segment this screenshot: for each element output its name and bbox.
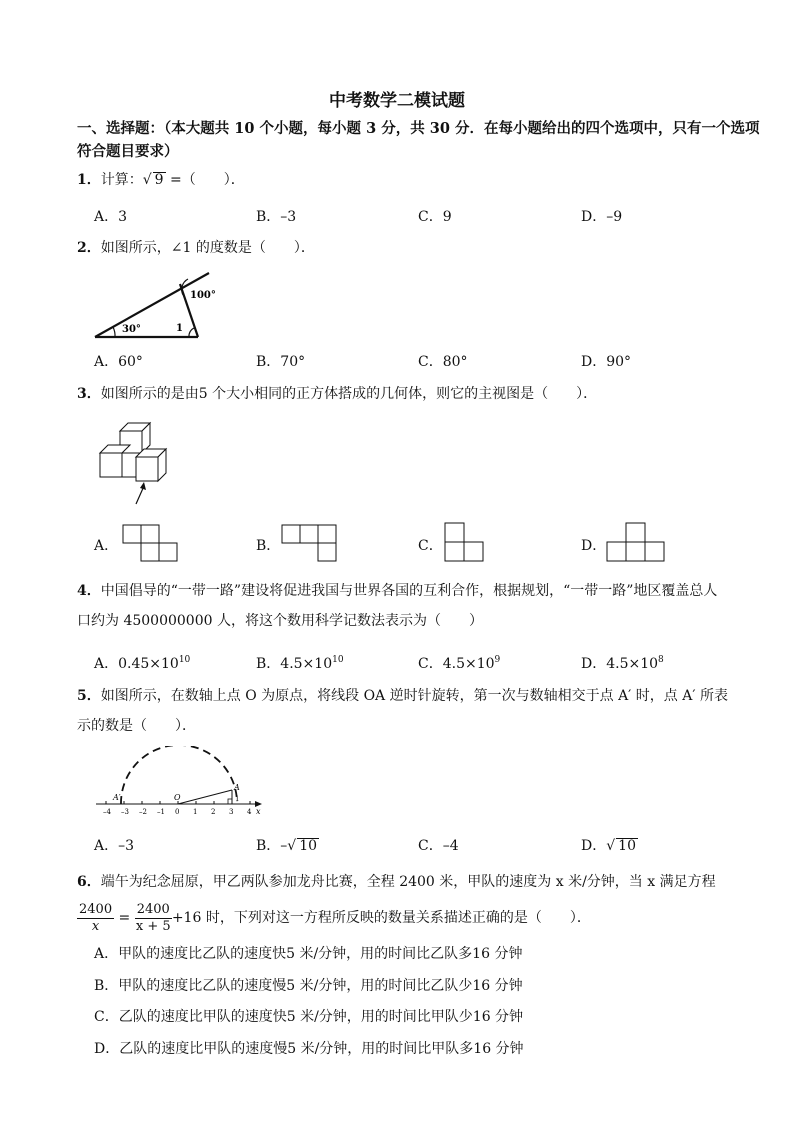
page-title: 中考数学二模试题 — [329, 91, 465, 111]
question-text: 如图所示的是由5 个大小相同的正方体搭成的几何体，则它的主视图是（ ）． — [100, 386, 598, 402]
equation-line — [77, 899, 767, 937]
option-b: B． — [256, 538, 281, 554]
option-d-figure — [606, 522, 668, 564]
question-number: 5． — [77, 688, 101, 704]
equals-sign: = — [118, 910, 131, 926]
option-a: A．甲队的速度比乙队的速度快5 米/分钟，用的时间比乙队多16 分钟 — [94, 946, 523, 962]
sqrt-symbol: √ — [287, 838, 297, 854]
option-a-text: A．0.45×10 — [94, 656, 179, 672]
option-c-figure — [444, 522, 488, 564]
option-b — [256, 836, 319, 856]
question-text: 计算： — [100, 172, 143, 188]
label-o: O — [174, 793, 181, 802]
option-a: A． — [94, 538, 119, 554]
question-3-stem — [77, 384, 597, 404]
option-b-text: B．– — [256, 838, 288, 854]
option-c: C．9 — [418, 209, 452, 225]
numerator: 2400 — [136, 901, 170, 917]
label-a: A — [234, 783, 240, 792]
label-1: 1 — [235, 795, 240, 803]
option-c: C．80° — [418, 354, 468, 370]
fraction-2 — [135, 902, 172, 935]
denominator: x — [91, 918, 100, 934]
option-a: A．–3 — [94, 838, 135, 854]
question-4-stem — [77, 576, 767, 636]
exponent: 10 — [178, 655, 191, 665]
tick-label: –3 — [121, 808, 129, 816]
option-d-text: D．4.5×10 — [581, 656, 659, 672]
question-number: 1． — [77, 172, 101, 188]
question-text-tail: =（ ）． — [165, 172, 245, 188]
question-6-stem — [77, 872, 767, 892]
question-text-line2: 示的数是（ ）． — [77, 718, 196, 734]
exponent: 10 — [332, 655, 344, 665]
option-c: C． — [418, 538, 443, 554]
sqrt-symbol: √ — [142, 172, 152, 188]
radicand: 9 — [154, 172, 164, 188]
tick-label: –4 — [103, 808, 111, 816]
section-heading: 一、选择题：（本大题共 10 个小题，每小题 3 分，共 30 分．在每小题给出的四个选项中，只有一个选项符合题目要求） — [77, 120, 760, 160]
exponent: 9 — [494, 655, 501, 665]
tick-label: 2 — [211, 808, 216, 816]
question-1-stem — [77, 170, 245, 190]
tick-label: 0 — [175, 808, 180, 816]
cubes-figure — [96, 414, 186, 506]
question-number: 6． — [77, 874, 101, 890]
question-2-stem — [77, 238, 315, 258]
question-number: 2． — [77, 240, 101, 256]
tick-label: –2 — [139, 808, 147, 816]
option-b: B．甲队的速度比乙队的速度慢5 米/分钟，用的时间比乙队少16 分钟 — [94, 978, 523, 994]
question-text: 如图所示，∠1 的度数是（ ）． — [100, 240, 315, 256]
option-a — [94, 650, 190, 674]
tick-label: 3 — [229, 808, 234, 816]
option-b: B．–3 — [256, 209, 297, 225]
option-d: D．–9 — [581, 209, 623, 225]
denominator: x + 5 — [135, 918, 171, 934]
fraction-1 — [77, 902, 114, 935]
radicand: 10 — [618, 838, 636, 854]
option-d — [581, 650, 664, 674]
option-d: D．乙队的速度比甲队的速度慢5 米/分钟，用的时间比甲队多16 分钟 — [94, 1041, 524, 1057]
angle-label-100: 100° — [190, 290, 216, 301]
question-5-stem — [77, 681, 767, 741]
option-c: C．乙队的速度比甲队的速度快5 米/分钟，用的时间比甲队少16 分钟 — [94, 1009, 524, 1025]
option-a-figure — [122, 524, 180, 564]
tick-label: 4 — [247, 808, 252, 816]
label-a-prime: A′ — [113, 793, 121, 802]
label-x: x — [256, 807, 261, 816]
option-a: A．60° — [94, 354, 143, 370]
question-text: 如图所示，在数轴上点 O 为原点，将线段 OA 逆时针旋转，第一次与数轴相交于点 A′ 时，点 A′ 所表 — [100, 688, 728, 704]
option-c: C．–4 — [418, 838, 459, 854]
option-b-figure — [281, 524, 341, 564]
question-number: 3． — [77, 386, 101, 402]
option-b: B．70° — [256, 354, 306, 370]
option-b — [256, 650, 344, 674]
equation-tail: +16 时，下列对这一方程所反映的数量关系描述正确的是（ ）． — [171, 910, 591, 926]
question-number: 4． — [77, 583, 101, 599]
option-c — [418, 650, 500, 674]
option-b-text: B．4.5×10 — [256, 656, 333, 672]
radicand: 10 — [299, 838, 318, 854]
option-c-text: C．4.5×10 — [418, 656, 495, 672]
number-line-figure — [94, 746, 270, 818]
tick-label: –1 — [157, 808, 165, 816]
option-d-text: D． — [581, 838, 607, 854]
numerator: 2400 — [79, 901, 113, 917]
angle-label-1: 1 — [176, 323, 183, 334]
sqrt-symbol: √ — [606, 838, 616, 854]
angle-label-30: 30° — [122, 324, 141, 335]
exponent: 8 — [658, 655, 664, 665]
option-a: A．3 — [94, 209, 128, 225]
question-text: 中国倡导的“一带一路”建设将促进我国与世界各国的互利合作，根据规划，“一带一路”地区覆盖总人 — [100, 583, 718, 599]
option-d: D．90° — [581, 354, 632, 370]
option-d — [581, 836, 638, 856]
question-text-line2: 口约为 4500000000 人，将这个数用科学记数法表示为（ ） — [77, 613, 483, 629]
question-text: 端午为纪念屈原，甲乙两队参加龙舟比赛，全程 2400 米，甲队的速度为 x 米/分钟，当 x 满足方程 — [100, 874, 716, 890]
option-d: D． — [581, 538, 607, 554]
triangle-figure — [90, 268, 220, 343]
tick-label: 1 — [193, 808, 198, 816]
